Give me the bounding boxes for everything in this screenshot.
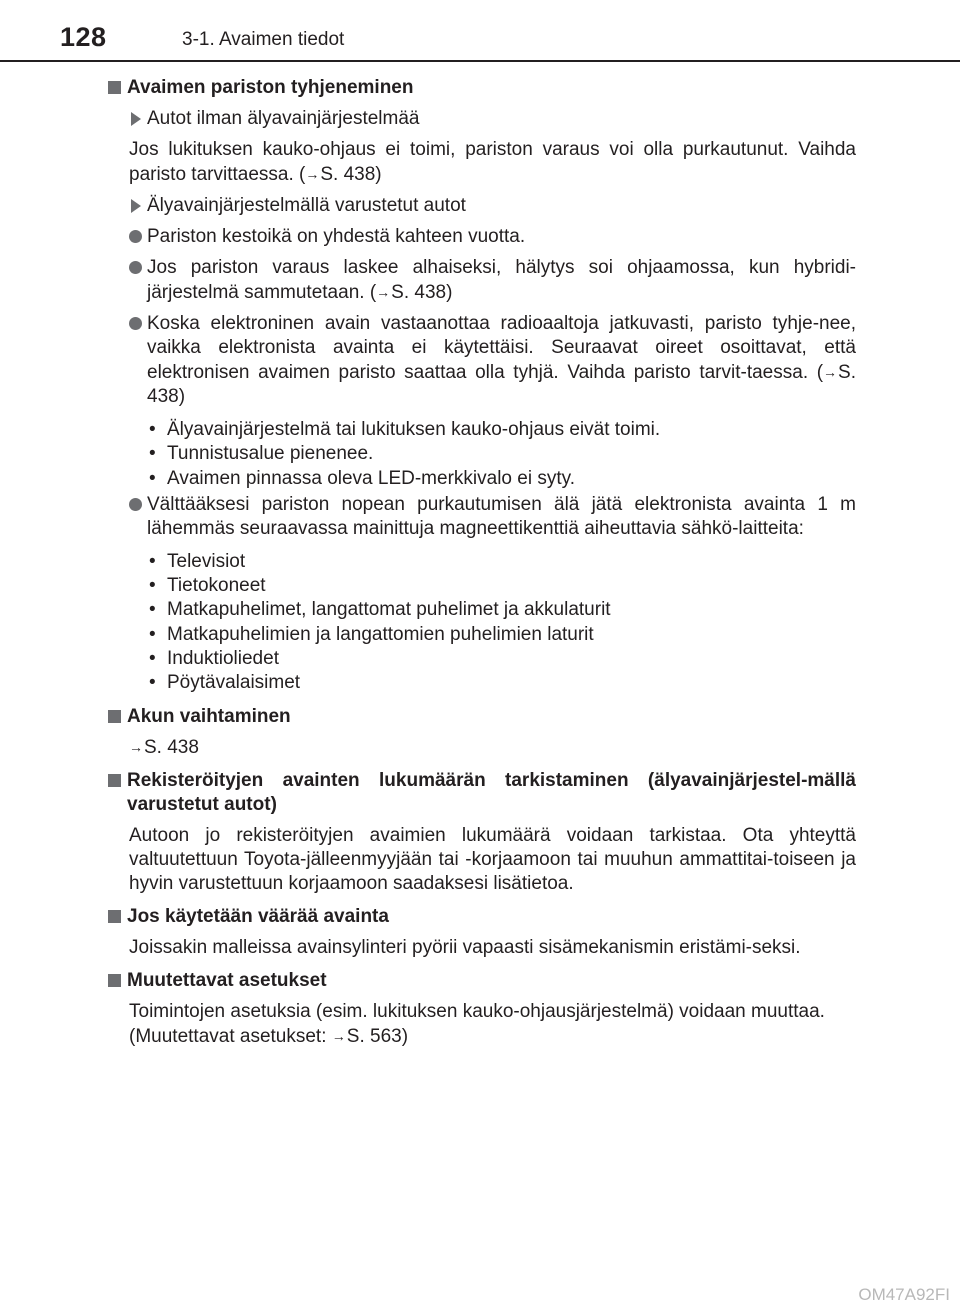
list-item: • Matkapuhelimien ja langattomien puhelimien laturit [149,623,594,645]
list-item: • Pöytävalaisimet [149,672,301,694]
subheading-text: Autot ilman älyavainjärjestelmää [147,108,420,129]
square-bullet-icon [108,81,121,94]
arrow-right-icon: → [305,166,320,182]
subheading-smart-key [129,194,856,218]
circle-bullet-icon [129,230,142,243]
list-item: • Induktioliedet [149,648,279,670]
list-item: • Tietokoneet [149,575,266,597]
square-bullet-icon [108,710,121,723]
page-reference-link[interactable]: S. 438 [144,736,199,758]
arrow-right-icon: → [376,284,391,300]
subheading-text: Älyavainjärjestelmällä varustetut autot [147,195,466,216]
heading-registered-keys [108,769,856,817]
bullet-alarm: Jos pariston varaus laskee alhaiseksi, hälytys soi ohjaamossa, kun hybridi-järjestelmä sammutetaan. (→S. 438) [129,256,856,305]
paragraph-wrong-key: Joissakin malleissa avainsylinteri pyörii vapaasti sisämekanismin eristämi-seksi. [129,936,801,958]
heading-customization [108,969,856,993]
square-bullet-icon [108,774,121,787]
list-item: • Älyavainjärjestelmä tai lukituksen kauko-ohjaus eivät toimi. [149,419,661,440]
arrow-right-icon: → [823,364,838,380]
bullet-avoid-devices: Välttääksesi pariston nopean purkautumisen älä jätä elektronista avainta 1 m lähemmäs seuraavassa mainittuja magneettikenttiä aiheuttavia sähkö-laitteita: [129,493,856,541]
heading-wrong-key [108,905,856,929]
section-title: 3-1. Avaimen tiedot [182,29,345,50]
triangle-bullet-icon [131,112,141,126]
heading-replace-battery [108,705,856,729]
page-reference-link[interactable]: S. 563) [346,1025,409,1047]
bullet-battery-life: Pariston kestoikä on yhdestä kahteen vuotta. [129,225,856,249]
paragraph-no-smart-key: Jos lukituksen kauko-ohjaus ei toimi, pariston varaus voi olla purkautunut. Vaihda paristo tarvittaessa. (→S. 438) [129,139,856,185]
page-content [108,72,856,1049]
list-item: • Tunnistusalue pienenee. [149,443,374,465]
circle-bullet-icon [129,261,142,274]
page-header [0,0,960,62]
arrow-right-icon: → [331,1027,346,1044]
arrow-right-icon: → [129,738,143,755]
subheading-no-smart-key [129,107,856,131]
device-list [147,550,856,696]
heading-battery [108,76,856,100]
list-item: • Televisiot [149,550,246,572]
circle-bullet-icon [129,317,142,330]
header-divider [0,60,960,62]
watermark-text: OM47A92FI [858,1285,950,1304]
symptom-list [147,418,856,491]
heading-text: Akun vaihtaminen [127,705,291,727]
page-number: 128 [60,22,107,52]
list-item: • Matkapuhelimet, langattomat puhelimet ja akkulaturit [149,599,611,621]
heading-text: Avaimen pariston tyhjeneminen [127,77,414,98]
heading-text: Rekisteröityjen avainten lukumäärän tarkistaminen (älyavainjärjestel-mällä varustetut autot) [127,769,856,815]
list-item: • Avaimen pinnassa oleva LED-merkkivalo ei syty. [149,467,575,489]
paragraph-registered-keys: Autoon jo rekisteröityjen avaimien lukumäärä voidaan tarkistaa. Ota yhteyttä valtuutettuun Toyota-jälleenmyyjään tai -korjaamoon tai muuhun ammattitai-toiseen ja hyvin varustettuun korjaamoon saadaksesi lisätietoa. [129,824,856,894]
paragraph-customization: Toimintojen asetuksia (esim. lukituksen kauko-ohjausjärjestelmä) voidaan muuttaa. (Muutettavat asetukset: →S. 563) [129,1000,825,1047]
replace-reference [129,735,856,760]
circle-bullet-icon [129,498,142,511]
page-reference-link[interactable]: S. 438) [147,362,856,407]
triangle-bullet-icon [131,199,141,213]
heading-text: Muutettavat asetukset [127,969,327,991]
page-reference-link[interactable]: S. 438) [391,282,453,303]
bullet-radio-waves: Koska elektroninen avain vastaanottaa radioaaltoja jatkuvasti, paristo tyhje-nee, vaikka elektronista avainta ei käytettäisi. Seuraavat oireet osoittavat, että elektronisen avaimen paristo saattaa olla tyhjä. Vaihda paristo tarvit-taessa. (→S. 438) [129,312,856,409]
heading-text: Jos käytetään väärää avainta [127,905,389,927]
page-reference-link[interactable]: S. 438) [320,164,382,185]
square-bullet-icon [108,910,121,923]
square-bullet-icon [108,974,121,987]
